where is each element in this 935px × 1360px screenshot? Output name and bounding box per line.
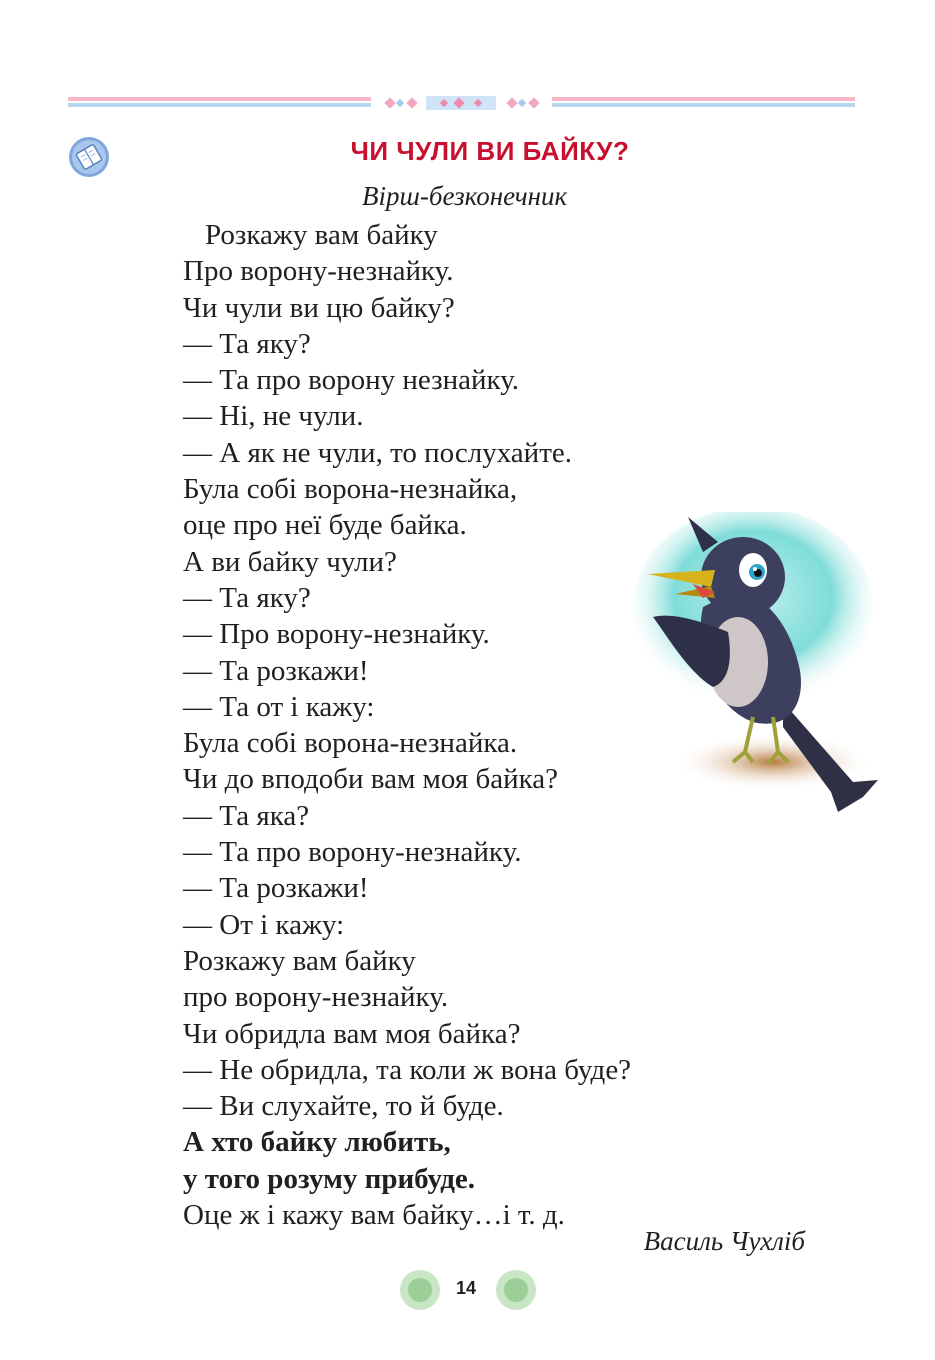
poem-line-bold: А хто байку любить, <box>183 1126 451 1159</box>
poem-line: — Та яку? <box>183 581 311 614</box>
poem-subtitle: Вірш-безконечник <box>362 181 568 211</box>
poem-line: — Не обридла, та коли ж вона буде? <box>183 1053 632 1086</box>
poem-line: — Про ворону-незнайку. <box>183 618 490 651</box>
book-icon <box>68 136 110 178</box>
poem-line: — Та розкажи! <box>183 872 369 905</box>
poem-line: — Та про ворону незнайку. <box>183 364 520 397</box>
poem-line: Чи чули ви цю байку? <box>183 291 455 324</box>
page-number: 14 <box>455 1278 477 1298</box>
header-ornament <box>68 96 855 110</box>
poem-line: Розкажу вам байку <box>205 219 438 251</box>
poem-line: Була собі ворона-незнайка, <box>183 473 518 506</box>
poem-line: оце про неї буде байка. <box>183 509 467 542</box>
poem-line-bold: у того розуму прибуде. <box>183 1162 476 1195</box>
poem-line: Чи до вподоби вам моя байка? <box>183 763 558 796</box>
poem-line: — От і кажу: <box>183 908 345 941</box>
poem-line: — А як не чули, то послухайте. <box>183 436 572 469</box>
poem-line: — Ні, не чули. <box>183 400 364 433</box>
poem-text <box>183 218 631 1234</box>
crow-illustration <box>633 512 883 822</box>
poem-line: Чи обридла вам моя байка? <box>183 1017 521 1050</box>
poem-line: — Та от і кажу: <box>183 690 375 723</box>
poem-line: Оце ж і кажу вам байку…і т. д. <box>183 1199 565 1232</box>
poem-line: про ворону-незнайку. <box>183 981 449 1014</box>
poem-line: Про ворону-незнайку. <box>183 255 454 288</box>
poem-line: — Та яку? <box>183 327 311 360</box>
page-title: ЧИ ЧУЛИ ВИ БАЙКУ? <box>350 136 630 166</box>
poem-line: — Та розкажи! <box>183 654 369 687</box>
poem-line: Була собі ворона-незнайка. <box>183 727 518 760</box>
poem-line: — Ви слухайте, то й буде. <box>183 1090 504 1123</box>
poem-line: — Та яка? <box>183 799 310 832</box>
poem-line: Розкажу вам байку <box>183 944 416 977</box>
poem-author: Василь Чухліб <box>643 1226 805 1256</box>
poem-line: А ви байку чули? <box>183 545 397 578</box>
poem-line: — Та про ворону-незнайку. <box>183 836 522 869</box>
